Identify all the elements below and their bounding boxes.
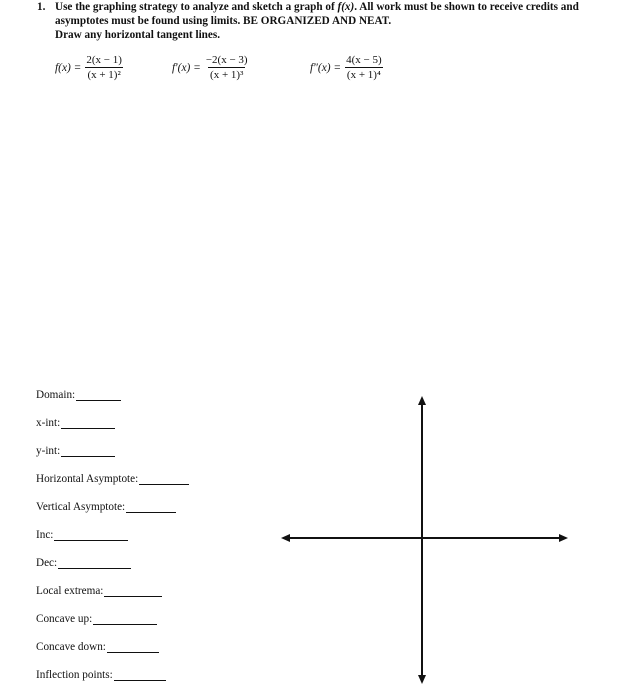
field-concave-up-label: Concave up: [36,613,93,625]
field-local-extrema [36,585,162,597]
field-concave-down-blank[interactable] [107,642,159,653]
field-concave-down-label: Concave down: [36,641,106,653]
field-concave-up-blank[interactable] [93,614,157,625]
field-inflection-points-blank[interactable] [114,670,166,681]
field-domain [36,389,121,401]
field-x-int-label: x-int: [36,417,61,429]
instruction-function-symbol: f(x) [337,1,355,13]
field-dec [36,557,131,569]
field-concave-down [36,641,159,653]
formula-f-fraction [84,54,124,81]
field-y-int [36,445,115,457]
field-y-int-label: y-int: [36,445,61,457]
field-horizontal-asymptote-blank[interactable] [139,474,189,485]
field-vertical-asymptote-label: Vertical Asymptote: [36,501,126,513]
formula-f-prime [172,54,250,81]
instruction-line-2: asymptotes must be found using limits. BE ORGANIZED AND NEAT. [55,15,392,27]
field-inflection-points [36,669,166,681]
field-horizontal-asymptote-label: Horizontal Asymptote: [36,473,139,485]
field-inflection-points-label: Inflection points: [36,669,113,681]
field-concave-up [36,613,157,625]
y-axis-up-arrow [418,396,426,405]
formula-f-denominator: (x + 1)² [87,69,121,81]
field-domain-blank[interactable] [76,390,121,401]
formula-f-lhs: f(x) = [55,61,82,74]
field-vertical-asymptote-blank[interactable] [126,502,176,513]
formula-f-numerator: 2(x − 1) [86,54,122,66]
formula-f-double-prime-numerator: 4(x − 5) [346,54,382,66]
field-horizontal-asymptote [36,473,189,485]
field-x-int-blank[interactable] [61,418,115,429]
formula-f-prime-numerator: −2(x − 3) [205,54,248,66]
field-vertical-asymptote [36,501,176,513]
instruction-line-1-start: Use the graphing strategy to analyze and sketch a graph of [55,1,338,13]
field-domain-label: Domain: [36,389,76,401]
formula-f-double-prime-fraction [344,54,384,81]
field-dec-label: Dec: [36,557,58,569]
formula-f-prime-denominator: (x + 1)³ [210,69,244,81]
field-x-int [36,417,115,429]
y-axis-down-arrow [418,675,426,684]
field-inc-blank[interactable] [54,530,128,541]
field-y-int-blank[interactable] [61,446,115,457]
instruction-line-1-end: . All work must be shown to receive credits and [354,1,579,13]
x-axis-right-arrow [559,534,568,542]
formula-f-double-prime [310,54,384,81]
field-local-extrema-blank[interactable] [104,586,162,597]
formula-f-prime-lhs: f′(x) = [172,61,201,74]
problem-instructions [55,0,610,42]
formula-f-prime-fraction [204,54,250,81]
field-local-extrema-label: Local extrema: [36,585,104,597]
coordinate-axes[interactable] [280,395,570,685]
formula-f-double-prime-lhs: f″(x) = [310,61,342,74]
formula-f-double-prime-denominator: (x + 1)⁴ [346,69,381,81]
field-inc [36,529,128,541]
instruction-line-3: Draw any horizontal tangent lines. [55,29,221,41]
field-dec-blank[interactable] [58,558,131,569]
problem-number: 1. [37,1,46,13]
field-inc-label: Inc: [36,529,54,541]
x-axis-left-arrow [281,534,290,542]
formula-f [55,54,124,81]
instruction-line-1 [55,0,610,14]
